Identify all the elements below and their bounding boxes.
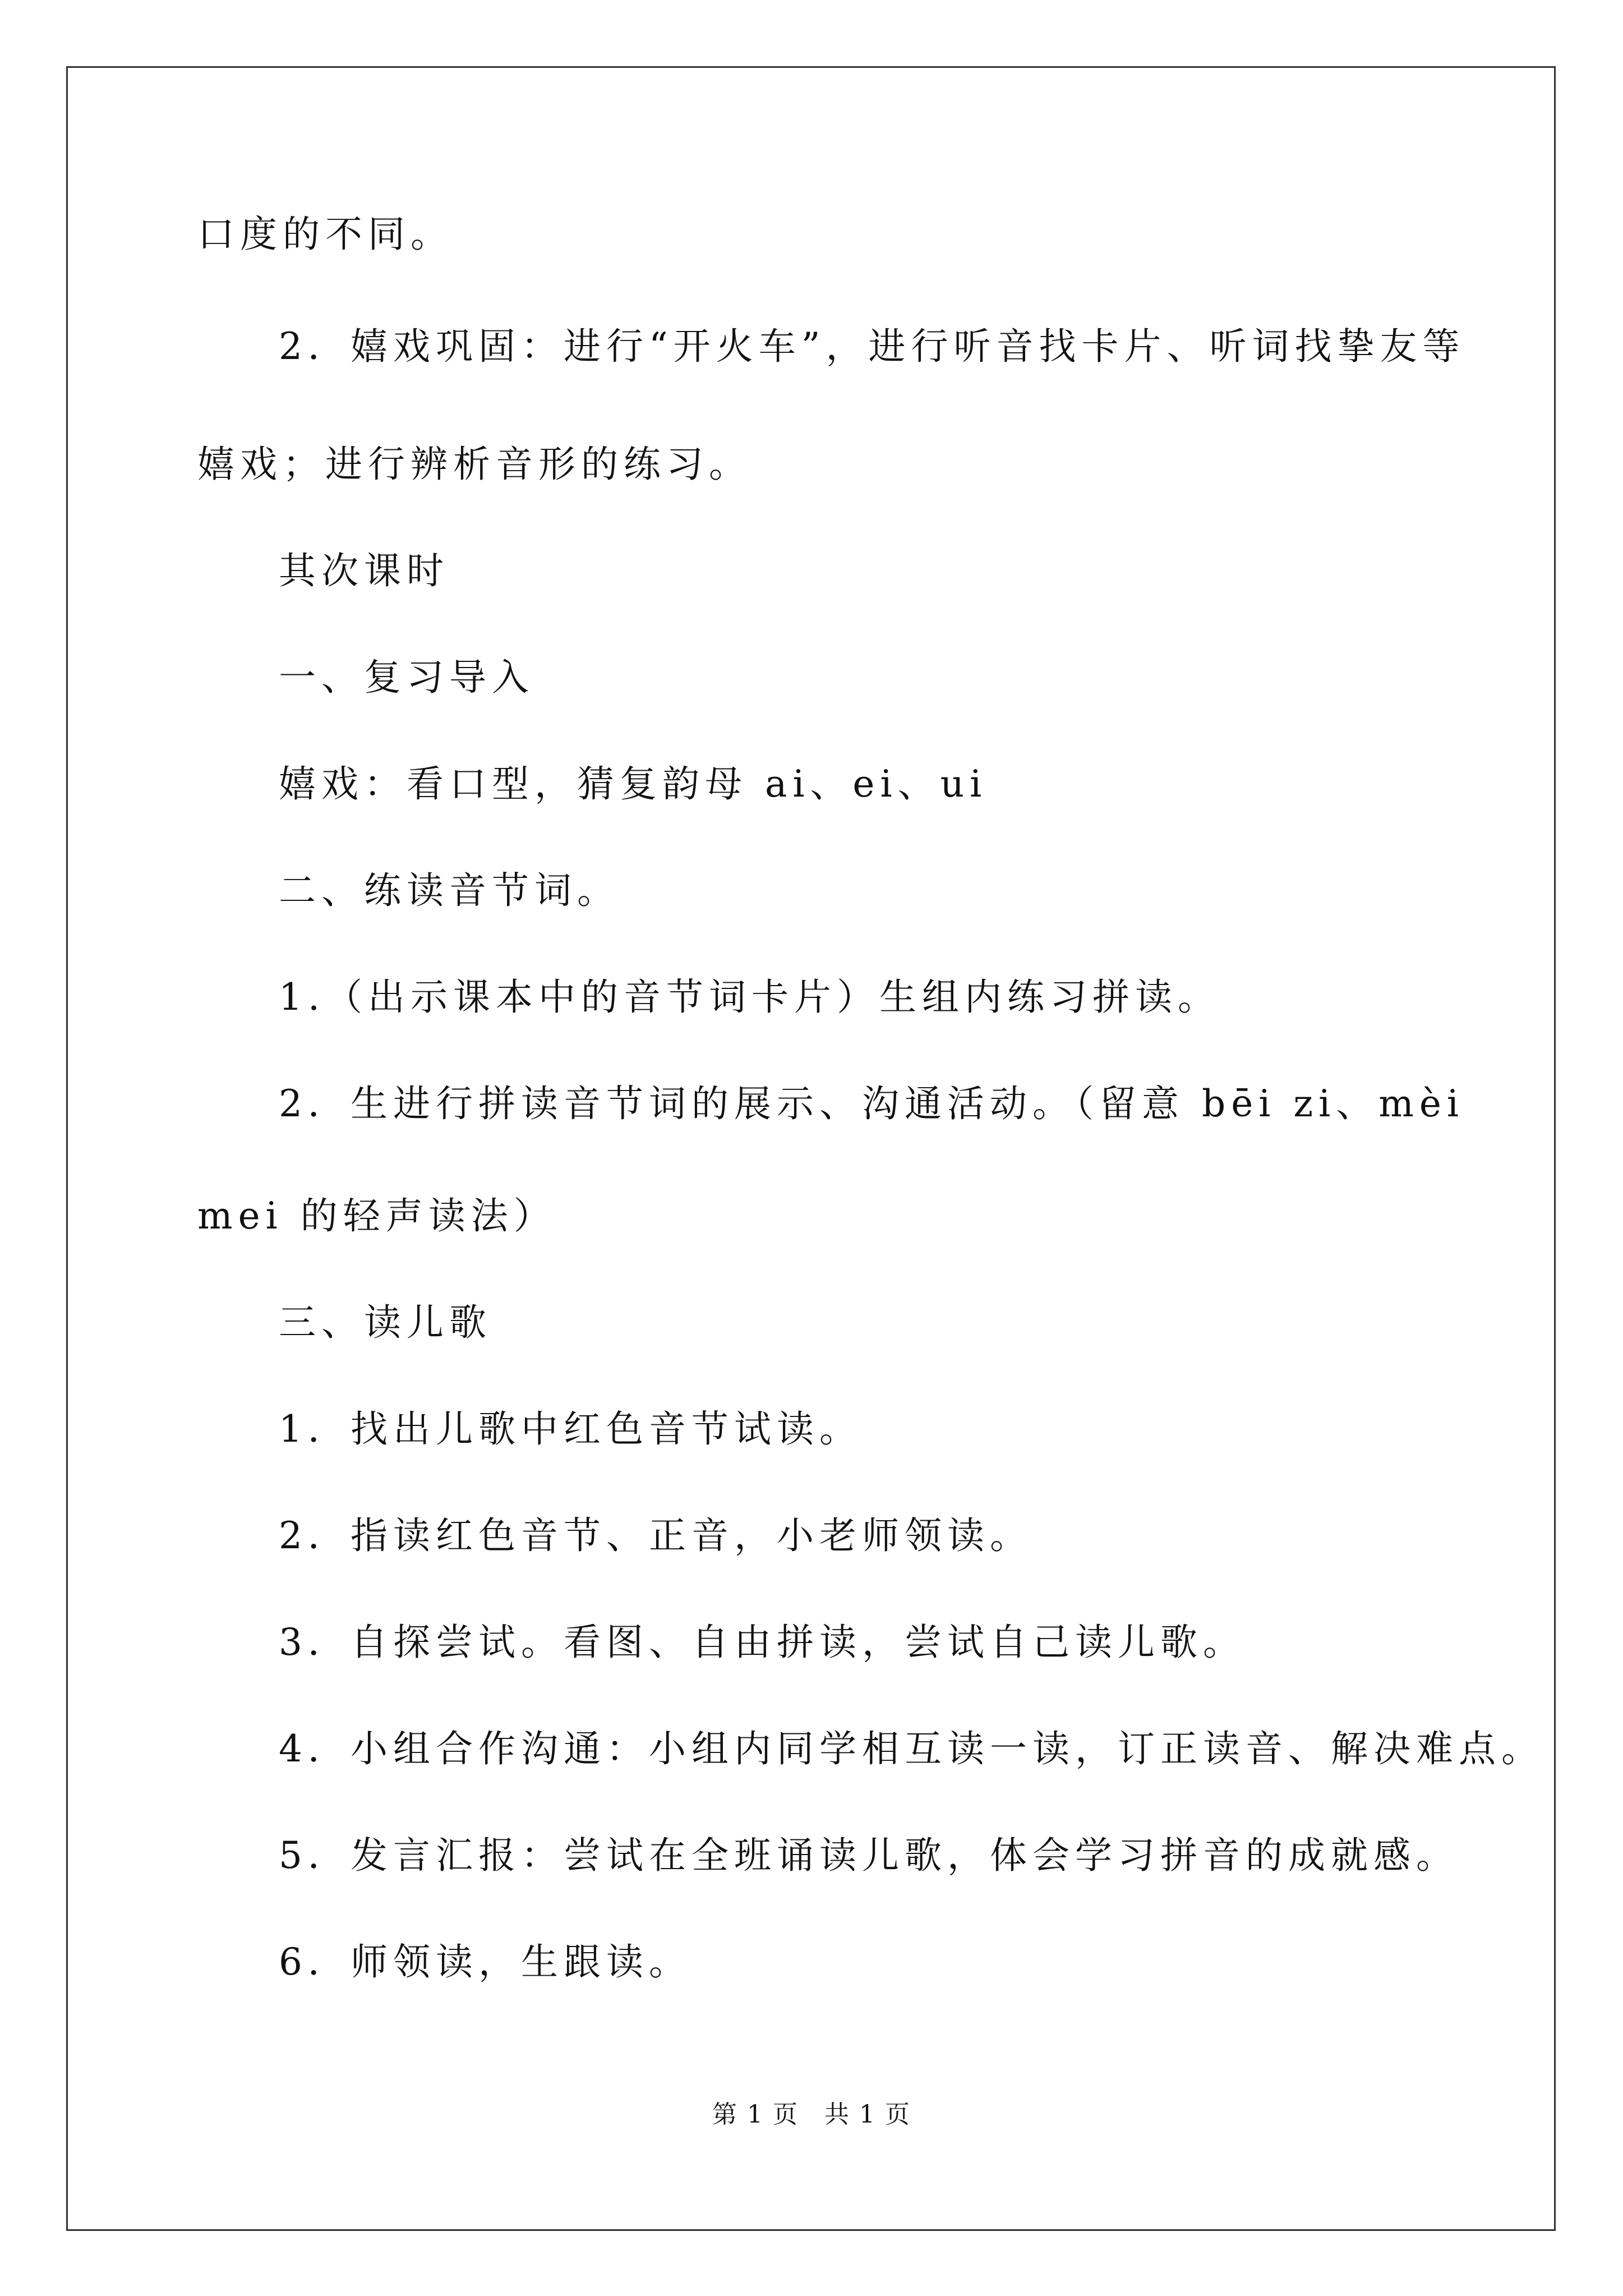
text-line-13: 2．指读红色音节、正音，小老师领读。 xyxy=(279,1514,1032,1557)
text-line-10: mei 的轻声读法） xyxy=(197,1194,556,1237)
text-line-9: 2．生进行拼读音节词的展示、沟通活动。（留意 bēi zi、mèi xyxy=(279,1082,1464,1125)
text-line-14: 3．自探尝试。看图、自由拼读，尝试自己读儿歌。 xyxy=(279,1621,1246,1664)
section-heading-nursery-rhyme: 三、读儿歌 xyxy=(279,1301,492,1344)
text-line-17: 6．师领读，生跟读。 xyxy=(279,1940,691,1984)
page-number-footer: 第 1 页 共 1 页 xyxy=(712,2100,911,2129)
page-border xyxy=(66,66,1556,2231)
text-line-12: 1．找出儿歌中红色音节试读。 xyxy=(279,1407,862,1451)
text-line-1: 口度的不同。 xyxy=(197,213,453,256)
text-line-3: 嬉戏；进行辨析音形的练习。 xyxy=(197,443,751,486)
text-line-6: 嬉戏：看口型，猜复韵母 ai、ei、ui xyxy=(279,762,988,806)
text-line-2: 2．嬉戏巩固：进行“开火车”，进行听音找卡片、听词找挚友等 xyxy=(279,325,1465,368)
text-line-8: 1.（出示课本中的音节词卡片）生组内练习拼读。 xyxy=(279,976,1220,1019)
section-heading-second-lesson: 其次课时 xyxy=(279,549,449,592)
section-heading-syllable-words: 二、练读音节词。 xyxy=(279,869,620,912)
text-line-16: 5．发言汇报：尝试在全班诵读儿歌，体会学习拼音的成就感。 xyxy=(279,1834,1459,1877)
text-line-15: 4．小组合作沟通：小组内同学相互读一读，订正读音、解决难点。 xyxy=(279,1727,1544,1770)
section-heading-review: 一、复习导入 xyxy=(279,656,534,699)
